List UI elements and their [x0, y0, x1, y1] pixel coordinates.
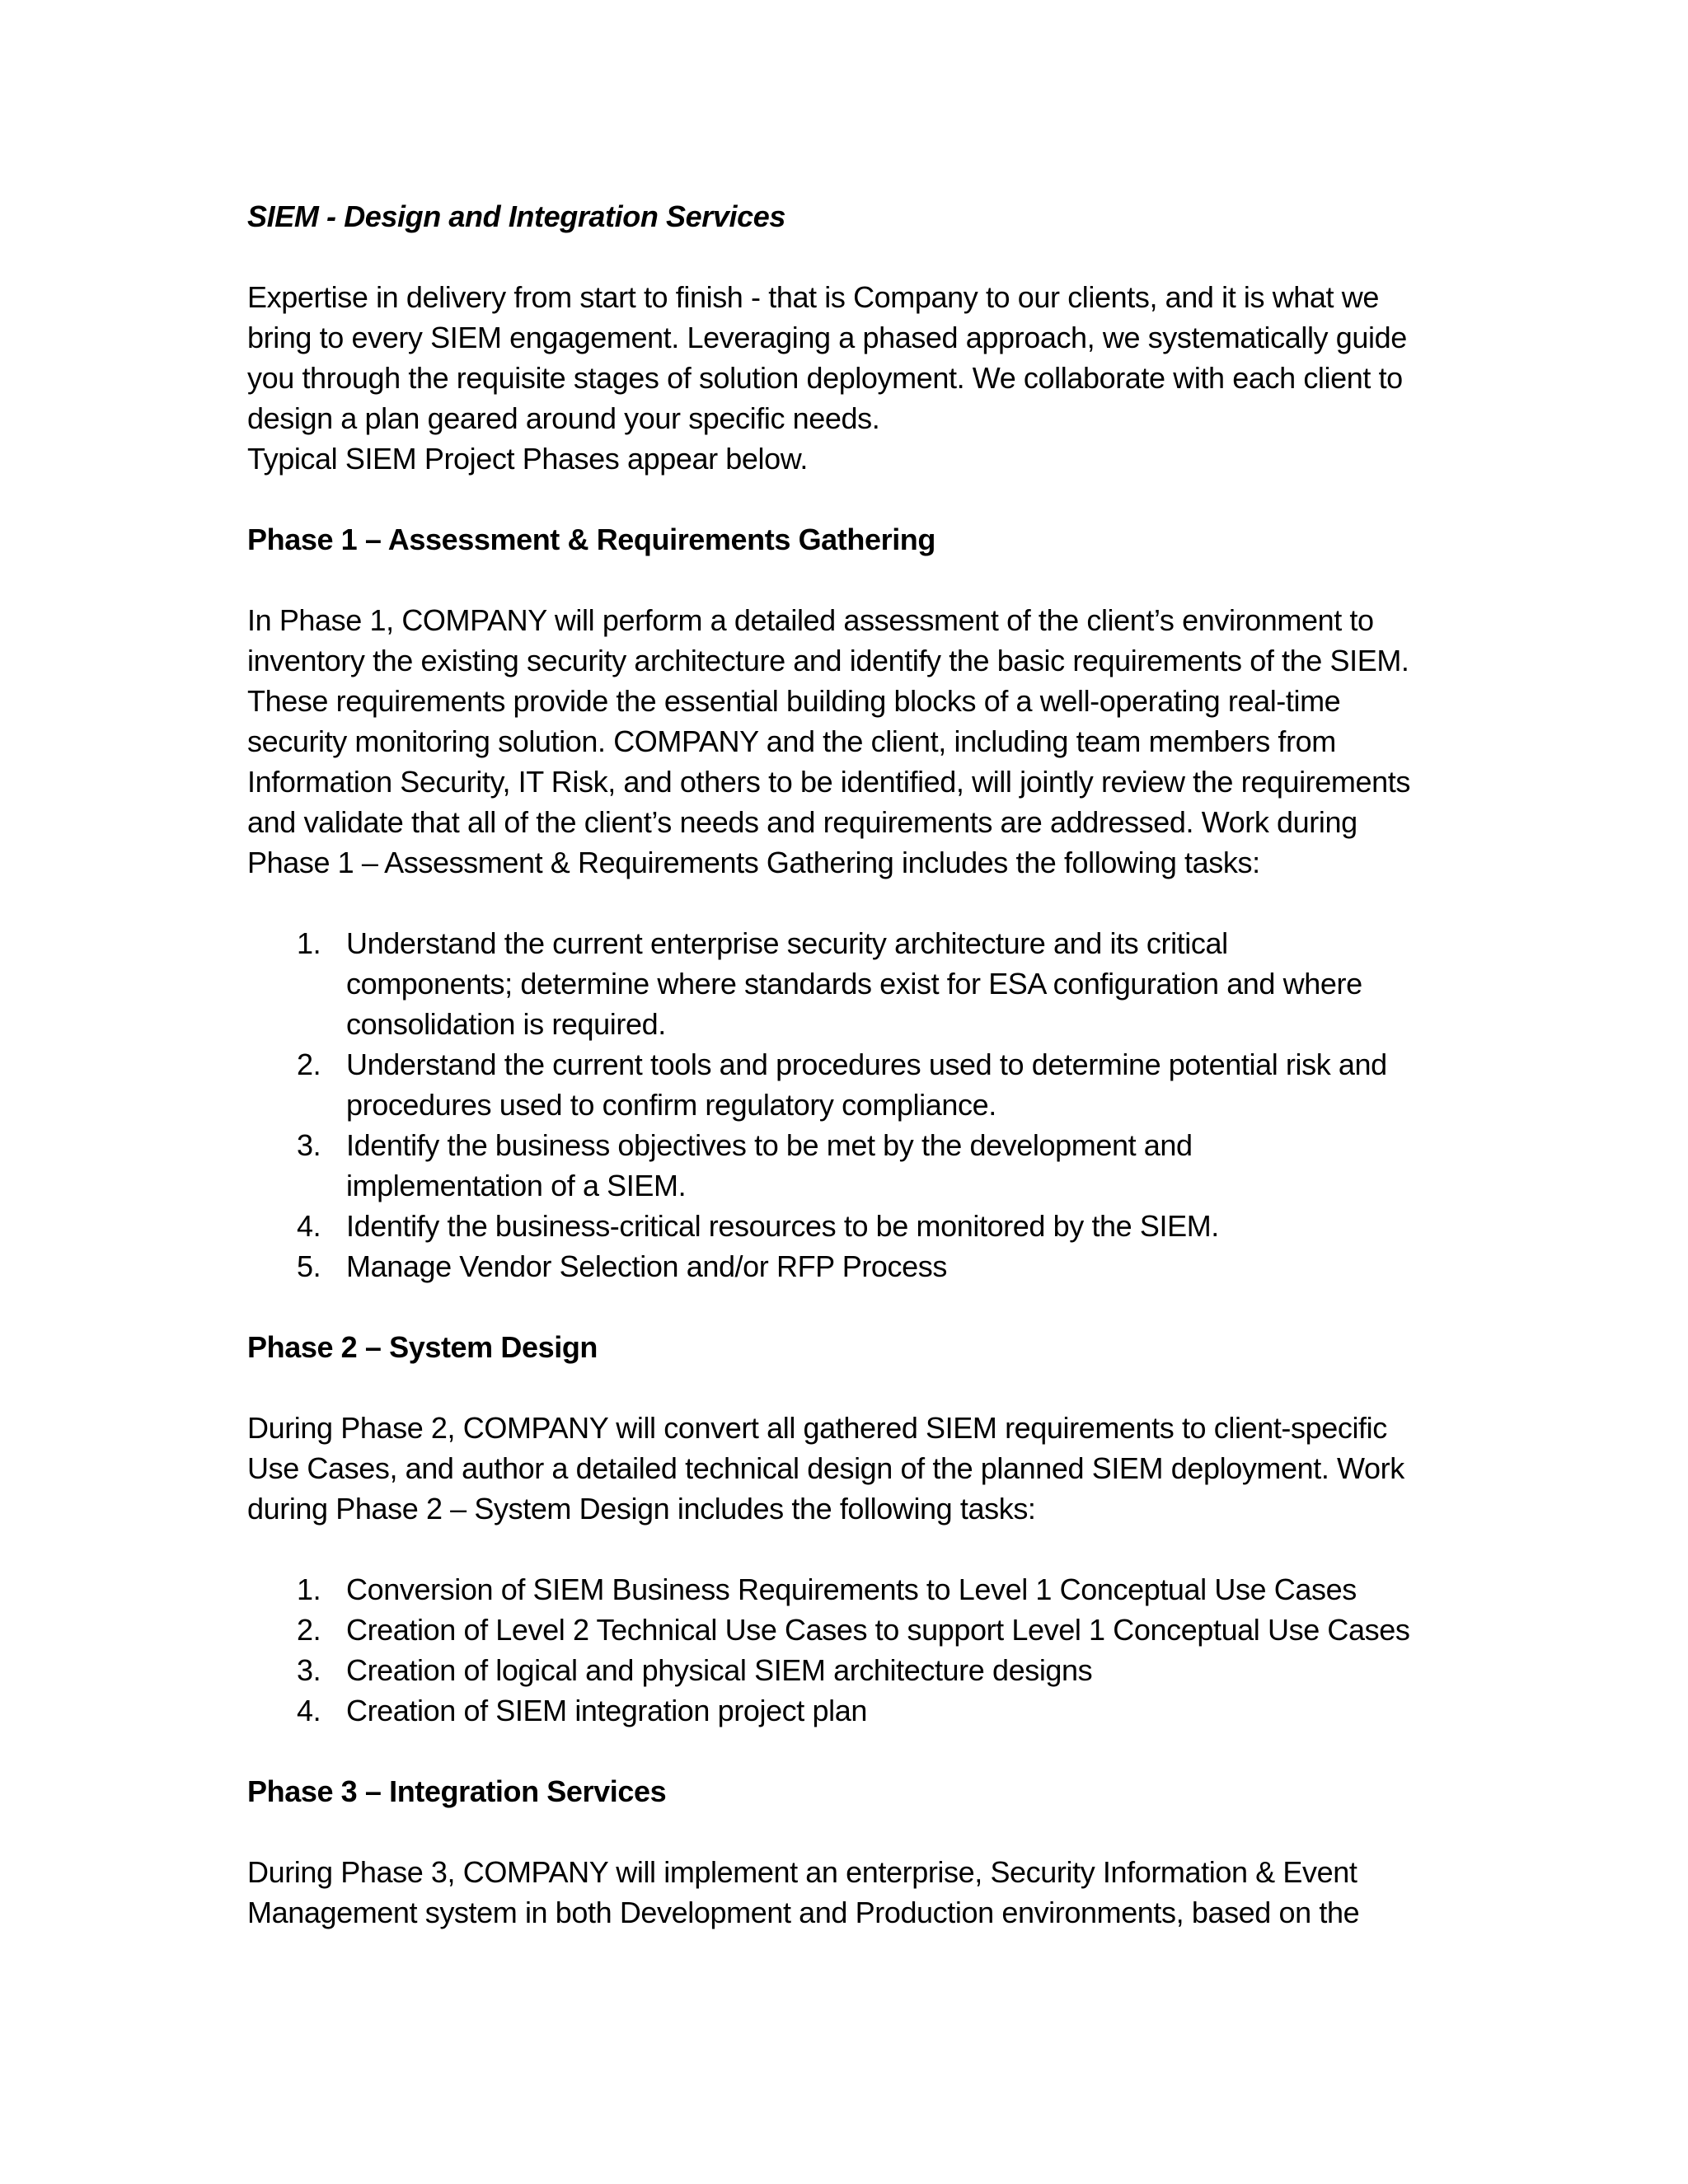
- spacer: [247, 1529, 1451, 1569]
- list-text: Identify the business-critical resources to be monitored by the SIEM.: [346, 1209, 1219, 1243]
- list-number: 5.: [297, 1249, 321, 1283]
- phase2-heading: Phase 2 – System Design: [247, 1330, 598, 1364]
- list-number: 1.: [297, 1572, 321, 1606]
- list-number: 2.: [297, 1613, 321, 1647]
- list-item: [247, 1610, 1451, 1650]
- list-item: [247, 1650, 1451, 1690]
- spacer: [247, 1811, 1451, 1852]
- phase3-body: During Phase 3, COMPANY will implement an enterprise, Security Information & Event Management system in both Development and Production environments, based on the: [247, 1855, 1360, 1929]
- phase2-body: During Phase 2, COMPANY will convert all gathered SIEM requirements to client-specific Use Cases, and author a detailed technical design of the planned SIEM deployment. Work during Phase 2 – System Design includes the following tasks:: [247, 1411, 1404, 1526]
- list-text: Manage Vendor Selection and/or RFP Process: [346, 1249, 947, 1283]
- list-number: 2.: [297, 1047, 321, 1081]
- spacer: [247, 1286, 1451, 1327]
- list-number: 3.: [297, 1653, 321, 1687]
- spacer: [247, 1367, 1451, 1408]
- list-text: Conversion of SIEM Business Requirements to Level 1 Conceptual Use Cases: [346, 1572, 1357, 1606]
- phase1-body: In Phase 1, COMPANY will perform a detailed assessment of the client’s environment to inventory the existing security architecture and identify the basic requirements of the SIEM. These requirements provide the essential building blocks of a well-operating real-time security monitoring solution. COMPANY and the client, including team members from Information Security, IT Risk, and others to be identified, will jointly review the requirements and validate that all of the client’s needs and requirements are addressed. Work during Phase 1 – Assessment & Requirements Gathering includes the following tasks:: [247, 603, 1410, 879]
- document-title: SIEM - Design and Integration Services: [247, 199, 785, 233]
- list-number: 3.: [297, 1128, 321, 1162]
- list-text: Understand the current tools and procedures used to determine potential risk and procedures used to confirm regulatory compliance.: [346, 1047, 1387, 1122]
- list-text: Creation of logical and physical SIEM architecture designs: [346, 1653, 1093, 1687]
- list-item: [247, 1569, 1451, 1610]
- list-item: [247, 923, 1401, 1044]
- phase2-task-list: [247, 1569, 1451, 1731]
- list-number: 4.: [297, 1209, 321, 1243]
- intro-note: Typical SIEM Project Phases appear below.: [247, 442, 808, 476]
- list-number: 1.: [297, 926, 321, 960]
- phase1-heading: Phase 1 – Assessment & Requirements Gathering: [247, 523, 935, 556]
- list-item: [247, 1206, 1451, 1246]
- spacer: [247, 883, 1451, 923]
- list-item: [247, 1246, 1451, 1286]
- list-text: Creation of Level 2 Technical Use Cases to support Level 1 Conceptual Use Cases: [346, 1613, 1410, 1647]
- list-item: [247, 1044, 1451, 1125]
- spacer: [247, 1731, 1451, 1771]
- spacer: [247, 560, 1451, 600]
- phase3-heading: Phase 3 – Integration Services: [247, 1774, 667, 1808]
- list-text: Understand the current enterprise security architecture and its critical components; determine where standards exist for ESA configuration and where consolidation is required.: [346, 926, 1362, 1041]
- list-text: Identify the business objectives to be met by the development and implementation of a SIEM.: [346, 1128, 1193, 1202]
- list-text: Creation of SIEM integration project plan: [346, 1694, 867, 1727]
- list-number: 4.: [297, 1694, 321, 1727]
- list-item: [247, 1125, 1352, 1206]
- intro-paragraph: Expertise in delivery from start to finish - that is Company to our clients, and it is what we bring to every SIEM engagement. Leveraging a phased approach, we systematically guide you through the requisite stages of solution deployment. We collaborate with each client to design a plan geared around your specific needs.: [247, 280, 1407, 435]
- list-item: [247, 1690, 1451, 1731]
- document-page: [247, 196, 1451, 1933]
- phase1-task-list: [247, 923, 1451, 1286]
- spacer: [247, 479, 1451, 519]
